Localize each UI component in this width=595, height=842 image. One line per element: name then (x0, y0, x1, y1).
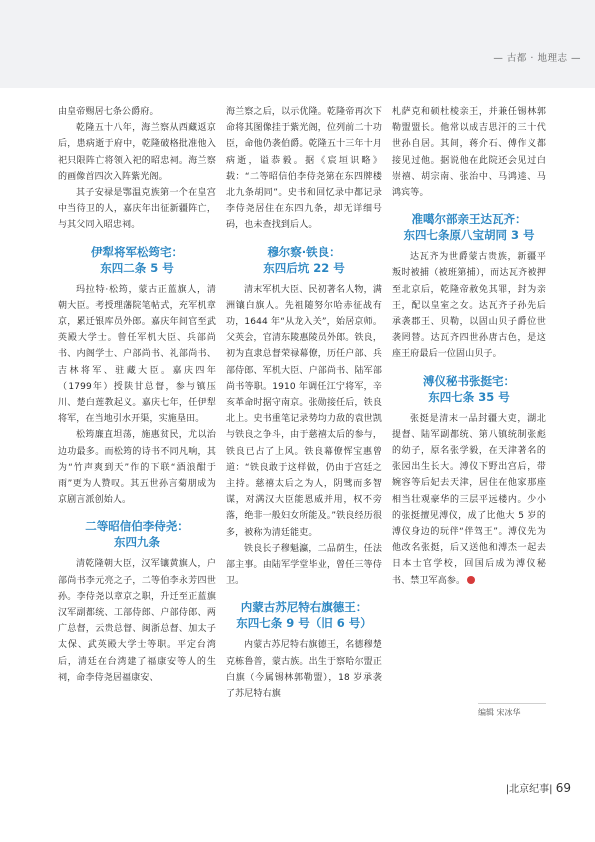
section-tag: — 古都 · 地理志 — (493, 53, 581, 64)
column-2 (226, 104, 382, 702)
paragraph: 由皇帝赐居七条公爵府。 (58, 107, 159, 117)
paragraph: 松筠廉直坦荡，施惠贫民，尤以治边功最多。而松筠的诗书不同凡响，其为“竹声爽到天”作的下联“酒浪酣于雨”更为人赞叹。其五世孙言菊朋成为京剧言派创始人。 (58, 430, 216, 506)
heading-line-1: 二等昭信伯李侍尧： (85, 519, 189, 534)
heading-line-1: 准噶尔部亲王达瓦齐： (411, 212, 527, 227)
paragraph: 铁良长子穆魁瀛，二品荫生，任法部主事。由陆军学堂毕业，曾任三等侍卫。 (226, 543, 382, 587)
heading-line-2: 东四七条 35 号 (428, 389, 510, 404)
heading-line-2: 东四七条原八宝胡同 3 号 (403, 228, 535, 243)
page-number: 69 (555, 781, 571, 795)
heading-line-1: 伊犁将军松筠宅： (91, 244, 183, 259)
section-heading (226, 244, 382, 276)
paragraph: 海兰察之后，以示优隆。乾隆帝再次下命将其图像挂于紫光阁，位列前二十功臣，命他仍袭伯爵。乾隆五十三年十月病逝，谥恭毅。据《宸垣识略》载：“二等昭信伯李侍尧第在东四牌楼北九条胡同”。史书和回忆录中都记录李侍尧居住在东四九条，却无详细号码，也未查找到后人。 (226, 107, 382, 231)
paragraph: 玛拉特·松筠，蒙古正蓝旗人，清朝大臣。考授理藩院笔帖式，充军机章京，累迁银库员外郎。嘉庆年间官至武英殿大学士。曾任军机大臣、兵部尚书、内阁学士、户部尚书、礼部尚书、吉林将军、驻藏大臣。嘉庆四年（1799年）授陕甘总督，参与镇压川、楚白莲教起义。嘉庆七年，任伊犁将军，在当地引水开渠，实施垦田。 (58, 284, 216, 425)
paragraph: 达瓦齐为世爵蒙古贵族，新疆平叛时被捕（被班第捕），而达瓦齐被押至北京后，乾隆帝赦免其罪，封为亲王，配以皇室之女。达瓦齐子孙先后承袭郡王、贝勒，以固山贝子爵位世袭罔替。达瓦齐四世孙唐古色，是这座王府最后一位固山贝子。 (392, 252, 546, 360)
section-heading (58, 518, 216, 550)
paragraph: 乾隆五十八年，海兰察从西藏返京后，患病逝于府中，乾隆破格批准他入祀只限阵亡将领入祀的昭忠祠。海兰察的画像首四次入阵紫光阁。 (58, 123, 216, 182)
heading-line-1: 溥仪秘书张挺宅： (423, 373, 515, 388)
editor-credit: 编辑 宋冰华 (478, 703, 546, 718)
heading-line-2: 东四九条 (114, 535, 160, 550)
header-band (0, 0, 595, 88)
magazine-name: 北京纪事 (509, 784, 550, 795)
column-1 (58, 104, 216, 686)
paragraph: 清乾隆朝大臣，汉军镶黄旗人，户部尚书李元亮之子，二等伯李永芳四世孙。李侍尧以章京之职，升迁至正蓝旗汉军副都统、工部侍郎、户部侍郎、两广总督，云贵总督、闽浙总督、加太子太保、武英殿大学士等职。平定台湾后，清廷在台湾建了福康安等人的生祠，命李侍尧居福康安、 (58, 559, 216, 683)
paragraph: 内蒙古苏尼特右旗德王，名德穆楚克栋鲁普，蒙古族。出生于察哈尔盟正白旗（今属锡林郭勒盟），18 岁承袭了苏尼特右旗 (226, 640, 382, 700)
section-heading (392, 373, 546, 405)
section-heading (392, 211, 546, 243)
heading-line-2: 东四七条 9 号（旧 6 号） (236, 616, 372, 631)
column-3 (392, 104, 546, 589)
paragraph: 札萨克和硕杜棱亲王，并兼任锡林郭勒盟盟长。他常以成吉思汗的三十代世孙自居。其间，蒋介石、傅作义都接见过他。据说他在此院还会见过白崇禧、胡宗南、张治中、马鸿逵、马鸿宾等。 (392, 107, 546, 199)
paragraph-text: 张挺是清末一品封疆大吏，湖北提督、陆军副都统、第八镇统制张彪的幼子，原名张学毅，在天津著名的张园出生长大。溥仪下野出宫后，带婉容等后妃去天津，居住在他家那座相当壮观豪华的三层平远楼内。少小的张挺擅见溥仪，成了比他大 5 岁的溥仪身边的玩伴“伴驾王”。溥仪先为他改名张挺，后又送他和溥杰一起去日本士官学校，回国后成为溥仪秘书、禁卫军高参。 (392, 413, 546, 586)
paragraph: 其子安禄是鄂温克族第一个在皇宫中当待卫的人，嘉庆年出征新疆阵亡，与其父同入昭忠祠。 (58, 188, 216, 231)
section-heading (58, 244, 216, 276)
heading-line-2: 东四后坑 22 号 (263, 260, 345, 275)
paragraph (392, 411, 546, 589)
heading-line-2: 东四二条 5 号 (100, 260, 174, 275)
heading-line-1: 穆尔察·铁良： (267, 244, 341, 259)
paragraph: 清末军机大臣、民初著名人物，满洲镶白旗人。先祖随努尔哈赤征战有功，1644 年“从龙入关”，始居京师。父英会，官清东陵惠陵员外郎。铁良，初为直隶总督荣禄幕僚，历任户部、兵部侍郎、军机大臣、户部尚书、陆军部尚书等职。1910 年调任江宁将军，辛亥革命时据守南京。张勋接任后，铁良北上。史书重笔记录势均力敌的袁世凯与铁良之争斗，由于慈禧太后的参与，铁良已占了上风。铁良幕僚恽宝惠曾道：“铁良敢于这样做，仍由于宫廷之主持。慈禧太后之为人，阴骘而多智谋，对满汉大臣能恩威并用，权不旁落，绝非一般妇女所能及。”铁良经历很多，被称为清廷能吏。 (226, 284, 382, 538)
heading-line-1: 内蒙古苏尼特右旗德王： (240, 600, 368, 615)
end-mark-icon (467, 576, 475, 584)
page-footer: |北京纪事| 69 (505, 781, 571, 795)
section-heading (226, 599, 382, 631)
